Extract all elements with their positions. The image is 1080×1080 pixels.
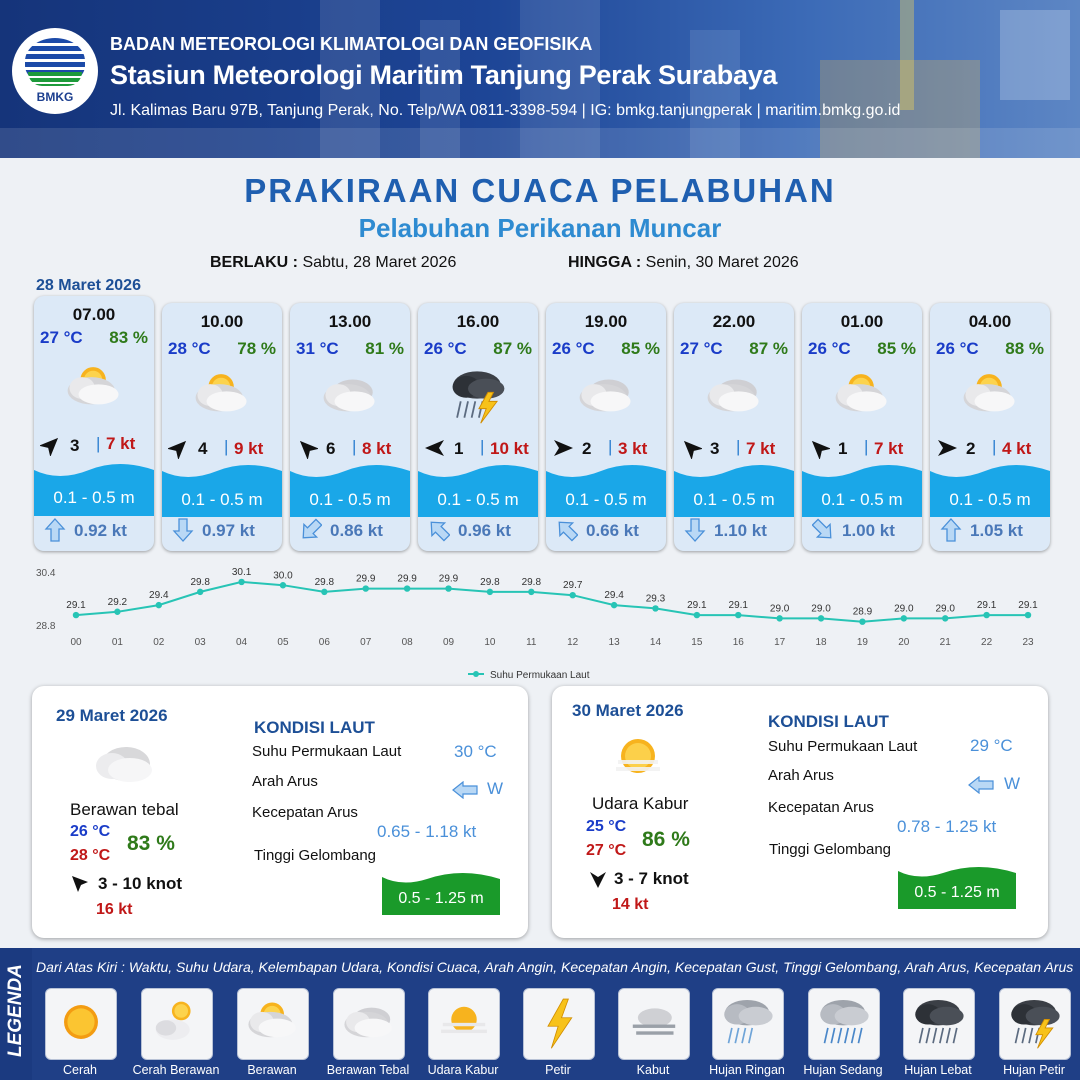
- separator: |: [480, 437, 485, 456]
- forecast-humidity: 83 %: [109, 328, 148, 347]
- forecast-humidity: 85 %: [877, 339, 916, 358]
- forecast-humidity: 88 %: [1005, 339, 1044, 358]
- forecast-gust: 4 kt: [1002, 439, 1032, 458]
- sst-data-point: [694, 612, 700, 618]
- forecast-gust: 10 kt: [490, 439, 529, 458]
- y-tick-label: 30.4: [36, 568, 56, 579]
- berawan-icon: [237, 988, 309, 1060]
- berawan-tebal-icon: [333, 988, 405, 1060]
- forecast-humidity: 78 %: [237, 339, 276, 358]
- forecast-humidity: 85 %: [621, 339, 660, 358]
- arrow-down-icon: [172, 518, 194, 542]
- day2-cur-spd-label: Kecepatan Arus: [252, 804, 358, 821]
- legend-item-label: Kabut: [636, 1063, 670, 1077]
- station-contact: Jl. Kalimas Baru 97B, Tanjung Perak, No. Telp/WA 0811-3398-594 | IG: bmkg.tanjungperak | maritim.bmkg.go.id: [110, 102, 901, 119]
- legend-item-label: Hujan Lebat: [904, 1063, 972, 1077]
- legend-item-label: Hujan Petir: [1003, 1063, 1065, 1077]
- forecast-time: 10.00: [200, 312, 244, 331]
- x-tick-label: 04: [236, 637, 248, 648]
- forecast-time: 01.00: [840, 312, 884, 331]
- arrow-northwest-icon: [70, 874, 90, 894]
- day2-sst-label: Suhu Permukaan Laut: [252, 743, 402, 760]
- forecast-wind-speed: 4: [198, 439, 208, 458]
- day3-cur-spd: 0.78 - 1.25 kt: [897, 817, 997, 836]
- arrow-northwest-icon: [296, 437, 318, 459]
- forecast-current-speed: 1.00 kt: [842, 521, 895, 540]
- forecast-humidity: 81 %: [365, 339, 404, 358]
- x-tick-label: 07: [360, 637, 372, 648]
- sst-data-point: [611, 602, 617, 608]
- legend-title: LEGENDA: [5, 964, 26, 1057]
- forecast-temp: 26 °C: [552, 339, 595, 358]
- berawan-tebal-icon: [315, 365, 385, 425]
- valid-to-label: HINGGA :: [568, 254, 642, 271]
- sst-data-label: 29.0: [811, 603, 831, 615]
- x-tick-label: 05: [277, 637, 289, 648]
- day3-sst-label: Suhu Permukaan Laut: [768, 738, 918, 755]
- x-tick-label: 13: [608, 637, 620, 648]
- x-tick-label: 03: [194, 637, 206, 648]
- day2-gust: 16 kt: [96, 901, 133, 918]
- forecast-card: [34, 296, 154, 551]
- x-tick-label: 16: [732, 637, 744, 648]
- day3-cur-dir: W: [1004, 774, 1021, 793]
- legend-item-label: Cerah Berawan: [132, 1063, 220, 1077]
- valid-from-value: Sabtu, 28 Maret 2026: [302, 254, 457, 271]
- berawan-tebal-icon: [571, 365, 641, 425]
- sst-data-label: 29.0: [935, 603, 955, 615]
- sst-data-label: 29.8: [521, 576, 542, 588]
- forecast-wind-speed: 1: [454, 439, 464, 458]
- arrow-south-icon: [588, 870, 608, 890]
- forecast-wind-speed: 2: [582, 439, 592, 458]
- arrow-west-icon: [424, 437, 446, 459]
- forecast-humidity: 87 %: [749, 339, 788, 358]
- day3-temp-min: 25 °C: [586, 818, 627, 835]
- day3-panel: [552, 686, 1048, 938]
- forecast-card: [674, 303, 794, 551]
- hujan-sedang-icon: [808, 988, 880, 1060]
- day3-cur-spd-label: Kecepatan Arus: [768, 799, 874, 816]
- sst-series-line: [76, 582, 1028, 622]
- sst-data-point: [114, 609, 120, 615]
- arrow-northeast-icon: [40, 434, 62, 456]
- valid-to: [568, 254, 799, 272]
- hujan-ringan-icon: [712, 988, 784, 1060]
- forecast-wave: 0.1 - 0.5 m: [181, 490, 263, 509]
- petir-icon: [523, 988, 595, 1060]
- forecast-card: [162, 303, 282, 551]
- x-tick-label: 14: [649, 637, 662, 648]
- forecast-time: 07.00: [72, 305, 116, 324]
- forecast-time: 16.00: [456, 312, 500, 331]
- legend-label: Suhu Permukaan Laut: [490, 670, 590, 681]
- day3-wave: 0.5 - 1.25 m: [914, 884, 1000, 901]
- sst-data-point: [156, 602, 162, 608]
- forecast-wind-speed: 6: [326, 439, 336, 458]
- berawan-icon: [59, 358, 129, 418]
- forecast-card: [546, 303, 666, 551]
- hujan-petir-icon: [999, 988, 1071, 1060]
- sst-data-point: [404, 585, 410, 591]
- forecast-card: [802, 303, 922, 551]
- sst-data-point: [569, 592, 575, 598]
- arrow-northwest-icon: [428, 518, 450, 542]
- x-tick-label: 18: [815, 637, 827, 648]
- x-tick-label: 22: [981, 637, 993, 648]
- legend-marker: [473, 671, 479, 677]
- sst-data-point: [321, 589, 327, 595]
- y-tick-label: 28.8: [36, 621, 56, 632]
- forecast-temp: 28 °C: [168, 339, 211, 358]
- arrow-up-icon: [940, 518, 962, 542]
- berawan-icon: [187, 365, 257, 425]
- day3-wave-label: Tinggi Gelombang: [769, 841, 892, 858]
- valid-from-label: BERLAKU :: [210, 254, 298, 271]
- sst-data-label: 29.3: [645, 593, 666, 605]
- forecast-gust: 3 kt: [618, 439, 648, 458]
- forecast-current-speed: 1.10 kt: [714, 521, 767, 540]
- sst-data-point: [735, 612, 741, 618]
- separator: |: [864, 437, 869, 456]
- forecast-current-speed: 0.97 kt: [202, 521, 255, 540]
- separator: |: [736, 437, 741, 456]
- separator: |: [224, 437, 229, 456]
- kabut-icon: [618, 988, 690, 1060]
- sst-data-label: 29.1: [1018, 600, 1038, 612]
- sst-data-label: 29.9: [356, 573, 376, 585]
- legend-item-label: Udara Kabur: [427, 1063, 499, 1077]
- sst-data-label: 29.1: [728, 600, 748, 612]
- sst-data-label: 29.0: [769, 603, 790, 615]
- arrow-east-icon: [936, 437, 958, 459]
- day2-cur-dir-label: Arah Arus: [252, 773, 318, 790]
- forecast-current-speed: 0.66 kt: [586, 521, 639, 540]
- day2-temp-max: 28 °C: [70, 847, 111, 864]
- day3-cur-dir-label: Arah Arus: [768, 767, 834, 784]
- forecast-wave: 0.1 - 0.5 m: [565, 490, 647, 509]
- sst-data-label: 29.1: [66, 600, 86, 612]
- sst-data-point: [197, 589, 203, 595]
- arrow-up-icon: [44, 518, 66, 542]
- forecast-current-speed: 0.92 kt: [74, 521, 127, 540]
- arrow-down-icon: [684, 518, 706, 542]
- forecast-wave: 0.1 - 0.5 m: [437, 490, 519, 509]
- separator: |: [608, 437, 613, 456]
- forecast-time: 04.00: [968, 312, 1012, 331]
- forecast-humidity: 87 %: [493, 339, 532, 358]
- sst-data-point: [73, 612, 79, 618]
- forecast-temp: 26 °C: [808, 339, 851, 358]
- arrow-northwest-icon: [556, 518, 578, 542]
- agency-name: BADAN METEOROLOGI KLIMATOLOGI DAN GEOFISIKA: [110, 34, 593, 54]
- cloud-icon: [90, 740, 156, 788]
- udara-kabur-icon: [612, 734, 664, 782]
- sst-data-point: [363, 585, 369, 591]
- sst-data-label: 29.1: [976, 600, 997, 612]
- sst-data-point: [776, 615, 782, 621]
- page-subtitle: Pelabuhan Perikanan Muncar: [358, 213, 722, 243]
- arrow-east-icon: [552, 437, 574, 459]
- sst-line-chart: [30, 562, 1070, 687]
- arrow-northwest-icon: [808, 437, 830, 459]
- day2-wave-label: Tinggi Gelombang: [254, 847, 377, 864]
- arrow-southeast-icon: [812, 518, 834, 542]
- forecast-wave: 0.1 - 0.5 m: [949, 490, 1031, 509]
- arrow-west-icon: [452, 781, 478, 799]
- forecast-wave: 0.1 - 0.5 m: [309, 490, 391, 509]
- sst-data-label: 30.1: [231, 566, 252, 578]
- separator: |: [352, 437, 357, 456]
- sst-data-point: [942, 615, 948, 621]
- arrow-southwest-icon: [300, 518, 322, 542]
- legend-item-label: Petir: [545, 1063, 571, 1077]
- sst-data-label: 29.1: [687, 600, 707, 612]
- cerah-icon: [45, 988, 117, 1060]
- legend-item-label: Berawan: [247, 1063, 297, 1077]
- x-tick-label: 06: [318, 637, 330, 648]
- legend-description: Dari Atas Kiri : Waktu, Suhu Udara, Kelembapan Udara, Kondisi Cuaca, Arah Angin, Kecepatan Angin, Kecepatan Gust, Tinggi Gelombang, Arah Arus, Kecepatan Arus: [36, 959, 1074, 975]
- sst-data-label: 29.9: [397, 573, 417, 585]
- sst-data-label: 29.7: [562, 580, 583, 592]
- day3-wind: 3 - 7 knot: [614, 869, 689, 888]
- day2-temp-min: 26 °C: [70, 823, 111, 840]
- forecast-wave: 0.1 - 0.5 m: [53, 488, 135, 507]
- day2-kondisi-title: KONDISI LAUT: [254, 718, 375, 737]
- forecast-time: 19.00: [584, 312, 628, 331]
- day3-weather: Udara Kabur: [592, 794, 689, 813]
- forecast-current-speed: 0.86 kt: [330, 521, 383, 540]
- x-tick-label: 12: [567, 637, 579, 648]
- sst-data-label: 29.8: [314, 576, 335, 588]
- day2-cur-spd: 0.65 - 1.18 kt: [377, 822, 477, 841]
- day2-wind: 3 - 10 knot: [98, 874, 183, 893]
- forecast-card: [930, 303, 1050, 551]
- sst-data-label: 29.8: [190, 576, 210, 588]
- forecast-time: 22.00: [712, 312, 756, 331]
- sst-data-point: [445, 585, 451, 591]
- arrow-northwest-icon: [680, 437, 702, 459]
- arrow-west-icon: [968, 776, 994, 794]
- forecast-temp: 26 °C: [936, 339, 979, 358]
- day2-sst: 30 °C: [454, 742, 497, 761]
- day2-weather: Berawan tebal: [70, 800, 179, 819]
- forecast-time: 13.00: [328, 312, 372, 331]
- x-tick-label: 11: [526, 637, 537, 648]
- forecast-gust: 7 kt: [106, 434, 136, 453]
- day2-cur-dir: W: [487, 779, 504, 798]
- valid-from: [210, 254, 456, 272]
- separator: |: [992, 437, 997, 456]
- forecast-current-speed: 1.05 kt: [970, 521, 1023, 540]
- sst-data-point: [528, 589, 534, 595]
- forecast-date: 28 Maret 2026: [36, 277, 141, 294]
- forecast-wind-speed: 3: [710, 439, 720, 458]
- day2-date: 29 Maret 2026: [56, 706, 168, 725]
- x-tick-label: 00: [70, 637, 82, 648]
- sst-data-label: 28.9: [852, 606, 873, 618]
- sst-data-label: 29.8: [480, 576, 500, 588]
- forecast-gust: 7 kt: [746, 439, 776, 458]
- x-tick-label: 08: [401, 637, 413, 648]
- x-tick-label: 15: [691, 637, 703, 648]
- x-tick-label: 20: [898, 637, 910, 648]
- sst-data-point: [1025, 612, 1031, 618]
- forecast-card: [418, 303, 538, 551]
- forecast-gust: 7 kt: [874, 439, 904, 458]
- sst-data-point: [487, 589, 493, 595]
- sst-data-label: 30.0: [273, 570, 293, 582]
- forecast-wave: 0.1 - 0.5 m: [821, 490, 903, 509]
- day3-kondisi-title: KONDISI LAUT: [768, 712, 889, 731]
- forecast-temp: 31 °C: [296, 339, 339, 358]
- x-tick-label: 17: [774, 637, 786, 648]
- forecast-wind-speed: 3: [70, 436, 80, 455]
- x-tick-label: 21: [939, 637, 951, 648]
- sst-data-label: 29.4: [604, 590, 624, 602]
- x-tick-label: 09: [442, 637, 455, 648]
- forecast-card: [290, 303, 410, 551]
- x-tick-label: 10: [484, 637, 496, 648]
- sst-data-point: [859, 618, 865, 624]
- sst-data-label: 29.9: [438, 573, 459, 585]
- sst-data-label: 29.0: [894, 603, 914, 615]
- bmkg-logo: BMKG: [12, 28, 98, 114]
- sst-data-point: [238, 579, 244, 585]
- forecast-gust: 8 kt: [362, 439, 392, 458]
- day3-date: 30 Maret 2026: [572, 701, 684, 720]
- day2-panel: [32, 686, 528, 938]
- x-tick-label: 01: [111, 637, 123, 648]
- sst-data-point: [280, 582, 286, 588]
- hujan-petir-icon: [443, 365, 513, 425]
- forecast-wave: 0.1 - 0.5 m: [693, 490, 775, 509]
- legend-item-label: Hujan Sedang: [803, 1063, 883, 1077]
- day3-temp-max: 27 °C: [586, 842, 627, 859]
- separator: |: [96, 434, 101, 453]
- day3-gust: 14 kt: [612, 896, 649, 913]
- station-name: Stasiun Meteorologi Maritim Tanjung Perak Surabaya: [110, 60, 778, 90]
- forecast-temp: 27 °C: [680, 339, 723, 358]
- forecast-current-speed: 0.96 kt: [458, 521, 511, 540]
- berawan-icon: [827, 365, 897, 425]
- udara-kabur-icon: [428, 988, 500, 1060]
- x-tick-label: 23: [1022, 637, 1034, 648]
- valid-to-value: Senin, 30 Maret 2026: [645, 254, 799, 271]
- legend-item-label: Cerah: [62, 1063, 98, 1077]
- forecast-temp: 26 °C: [424, 339, 467, 358]
- sst-data-label: 29.2: [107, 596, 128, 608]
- sst-data-point: [901, 615, 907, 621]
- x-tick-label: 19: [856, 637, 868, 648]
- legend-item-label: Berawan Tebal: [326, 1063, 410, 1077]
- sst-data-point: [818, 615, 824, 621]
- page-title: PRAKIRAAN CUACA PELABUHAN: [244, 172, 836, 209]
- forecast-wind-speed: 2: [966, 439, 976, 458]
- forecast-wind-speed: 1: [838, 439, 848, 458]
- legend-item-label: Hujan Ringan: [709, 1063, 785, 1077]
- berawan-tebal-icon: [699, 365, 769, 425]
- hujan-lebat-icon: [903, 988, 975, 1060]
- berawan-icon: [955, 365, 1025, 425]
- day2-wave: 0.5 - 1.25 m: [398, 890, 484, 907]
- sst-data-label: 29.4: [149, 590, 169, 602]
- day3-sst: 29 °C: [970, 736, 1013, 755]
- forecast-temp: 27 °C: [40, 328, 83, 347]
- forecast-gust: 9 kt: [234, 439, 264, 458]
- sst-data-point: [983, 612, 989, 618]
- sst-data-point: [652, 605, 658, 611]
- arrow-northeast-icon: [168, 437, 190, 459]
- day2-humidity: 83 %: [127, 832, 175, 855]
- x-tick-label: 02: [153, 637, 165, 648]
- cerah-berawan-icon: [141, 988, 213, 1060]
- day3-humidity: 86 %: [642, 828, 690, 851]
